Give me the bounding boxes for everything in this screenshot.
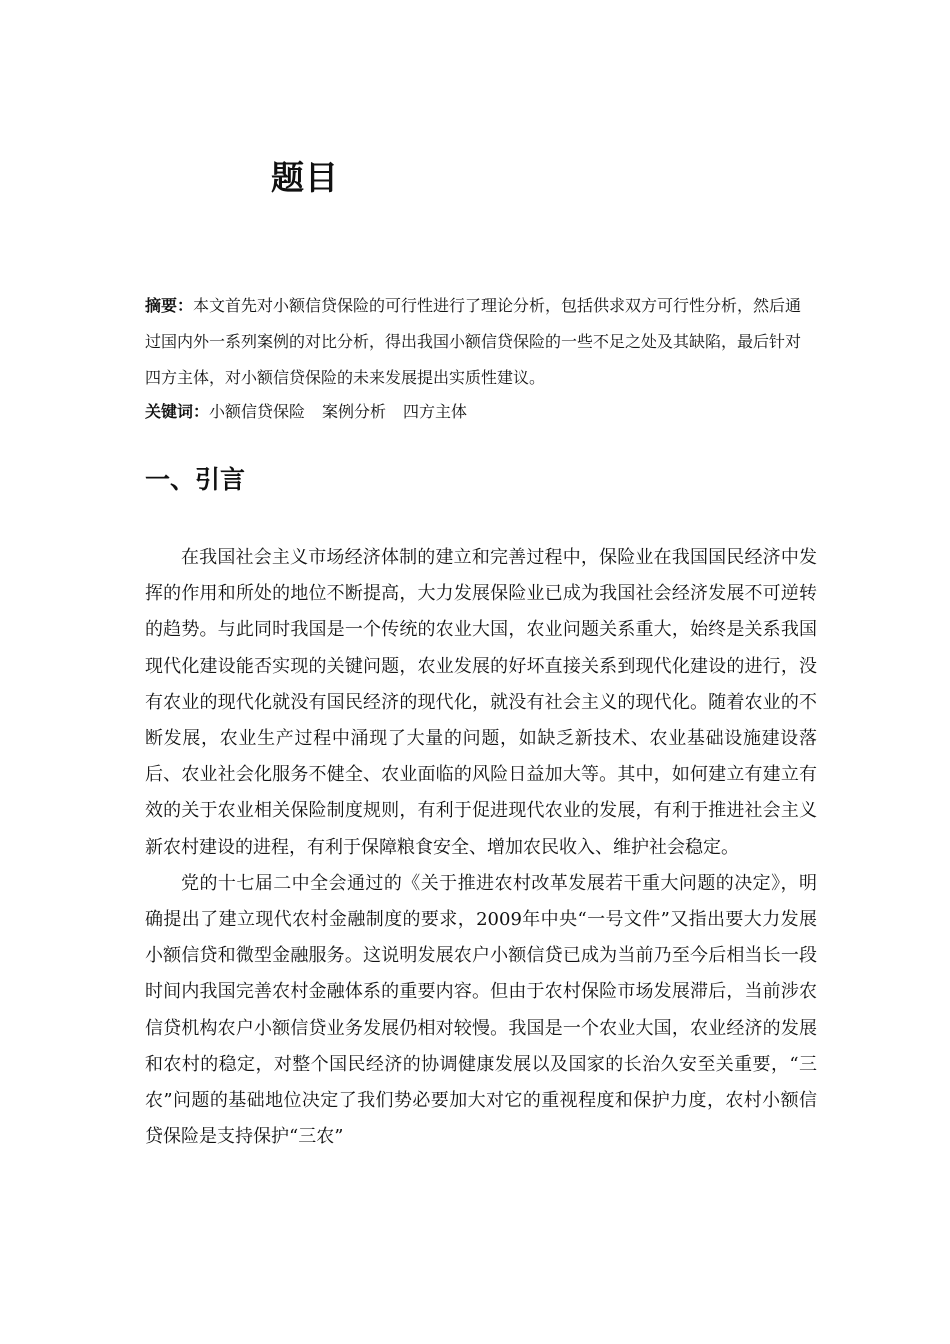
keyword-item: 小额信贷保险 <box>209 402 306 421</box>
keyword-item: 案例分析 <box>322 402 387 421</box>
body-paragraph: 在我国社会主义市场经济体制的建立和完善过程中，保险业在我国国民经济中发挥的作用和所处的地位不断提高，大力发展保险业已成为我国社会经济发展不可逆转的趋势。与此同时我国是一个传统的农业大国，农业问题关系重大，始终是关系我国现代化建设能否实现的关键问题，农业发展的好坏直接关系到现代化建设的进行，没有农业的现代化就没有国民经济的现代化，就没有社会主义的现代化。随着农业的不断发展，农业生产过程中涌现了大量的问题，如缺乏新技术、农业基础设施建设落后、农业社会化服务不健全、农业面临的风险日益加大等。其中，如何建立有建立有效的关于农业相关保险制度规则，有利于促进现代农业的发展，有利于推进社会主义新农村建设的进程，有利于保障粮食安全、增加农民收入、维护社会稳定。 <box>145 547 817 858</box>
section-heading: 一、引言 <box>145 465 246 494</box>
abstract-text: 本文首先对小额信贷保险的可行性进行了理论分析，包括供求双方可行性分析，然后通过国内外一系列案例的对比分析，得出我国小额信贷保险的一些不足之处及其缺陷，最后针对四方主体，对小额信贷保险的未来发展提出实质性建议。 <box>145 296 802 387</box>
section-body <box>145 540 817 1155</box>
abstract-label: 摘要： <box>145 296 194 315</box>
keyword-item: 四方主体 <box>403 402 468 421</box>
page-title: 题目 <box>271 158 339 197</box>
keywords <box>145 396 484 428</box>
keywords-label: 关键词： <box>145 402 210 421</box>
abstract <box>145 288 810 396</box>
body-paragraph: 党的十七届二中全会通过的《关于推进农村改革发展若干重大问题的决定》，明确提出了建立现代农村金融制度的要求，2009年中央“一号文件”又指出要大力发展小额信贷和微型金融服务。这说明发展农户小额信贷已成为当前乃至今后相当长一段时间内我国完善农村金融体系的重要内容。但由于农村保险市场发展滞后，当前涉农信贷机构农户小额信贷业务发展仍相对较慢。我国是一个农业大国，农业经济的发展和农村的稳定，对整个国民经济的协调健康发展以及国家的长治久安至关重要，“三农”问题的基础地位决定了我们势必要加大对它的重视程度和保护力度，农村小额信贷保险是支持保护“三农” <box>145 872 817 1148</box>
